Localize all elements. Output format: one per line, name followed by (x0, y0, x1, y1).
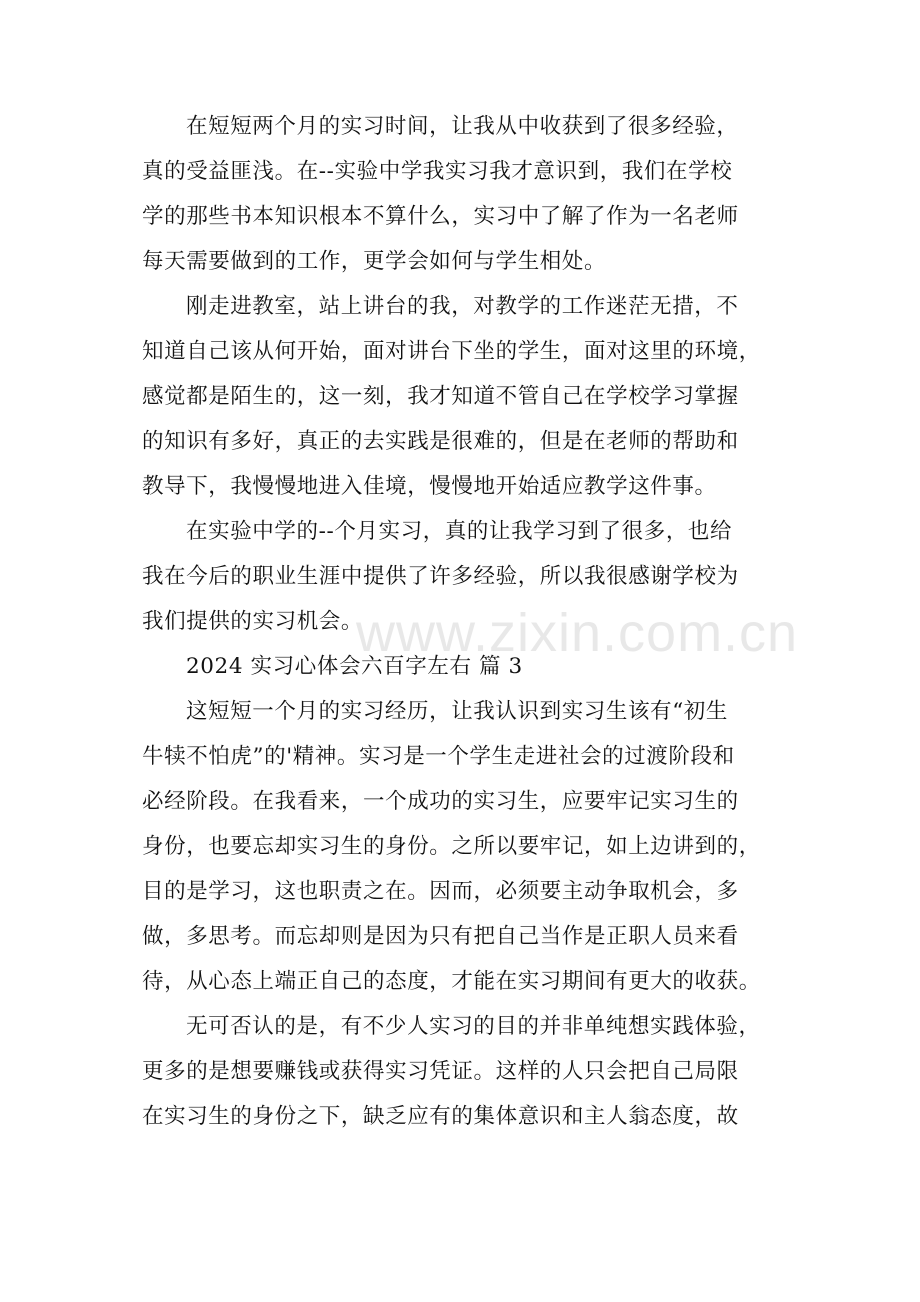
paragraph-4-line-7: 待，从心态上端正自己的态度，才能在实习期间有更大的收获。 (142, 969, 761, 994)
paragraph-1-line-1: 在短短两个月的实习时间，让我从中收获到了很多经验， (186, 114, 739, 139)
paragraph-2-line-2: 知道自己该从何开始，面对讲台下坐的学生，面对这里的环境， (142, 339, 761, 364)
paragraph-4-line-5: 目的是学习，这也职责之在。因而，必须要主动争取机会，多 (142, 879, 739, 904)
paragraph-4-line-3: 必经阶段。在我看来，一个成功的实习生，应要牢记实习生的 (142, 789, 739, 814)
paragraph-1-line-3: 学的那些书本知识根本不算什么，实习中了解了作为一名老师 (142, 204, 739, 229)
watermark: www.zixin.com.cn (356, 603, 799, 663)
paragraph-4-line-1: 这短短一个月的实习经历，让我认识到实习生该有“初生 (186, 699, 728, 724)
section-heading: 2024 实习心体会六百字左右 篇 3 (186, 654, 523, 679)
paragraph-1-line-4: 每天需要做到的工作，更学会如何与学生相处。 (142, 249, 607, 274)
paragraph-2-line-1: 刚走进教室，站上讲台的我，对教学的工作迷茫无措，不 (186, 294, 739, 319)
paragraph-3-line-2: 我在今后的职业生涯中提供了许多经验，所以我很感谢学校为 (142, 564, 739, 589)
paragraph-5-line-3: 在实习生的身份之下，缺乏应有的集体意识和主人翁态度，故 (142, 1104, 739, 1129)
paragraph-5-line-2: 更多的是想要赚钱或获得实习凭证。这样的人只会把自己局限 (142, 1059, 739, 1084)
paragraph-4-line-4: 身份，也要忘却实习生的身份。之所以要牢记，如上边讲到的， (142, 834, 761, 859)
paragraph-5-line-1: 无可否认的是，有不少人实习的目的并非单纯想实践体验， (186, 1014, 761, 1039)
paragraph-2-line-3: 感觉都是陌生的，这一刻，我才知道不管自己在学校学习掌握 (142, 384, 739, 409)
paragraph-2-line-4: 的知识有多好，真正的去实践是很难的，但是在老师的帮助和 (142, 429, 739, 454)
paragraph-4-line-2: 牛犊不怕虎”的'精神。实习是一个学生走进社会的过渡阶段和 (142, 744, 735, 769)
paragraph-3-line-3: 我们提供的实习机会。 (142, 609, 364, 634)
paragraph-4-line-6: 做，多思考。而忘却则是因为只有把自己当作是正职人员来看 (142, 924, 739, 949)
paragraph-2-line-5: 教导下，我慢慢地进入佳境，慢慢地开始适应教学这件事。 (142, 474, 717, 499)
paragraph-1-line-2: 真的受益匪浅。在--实验中学我实习我才意识到，我们在学校 (142, 159, 733, 184)
paragraph-3-line-1: 在实验中学的--个月实习，真的让我学习到了很多，也给 (186, 519, 733, 544)
